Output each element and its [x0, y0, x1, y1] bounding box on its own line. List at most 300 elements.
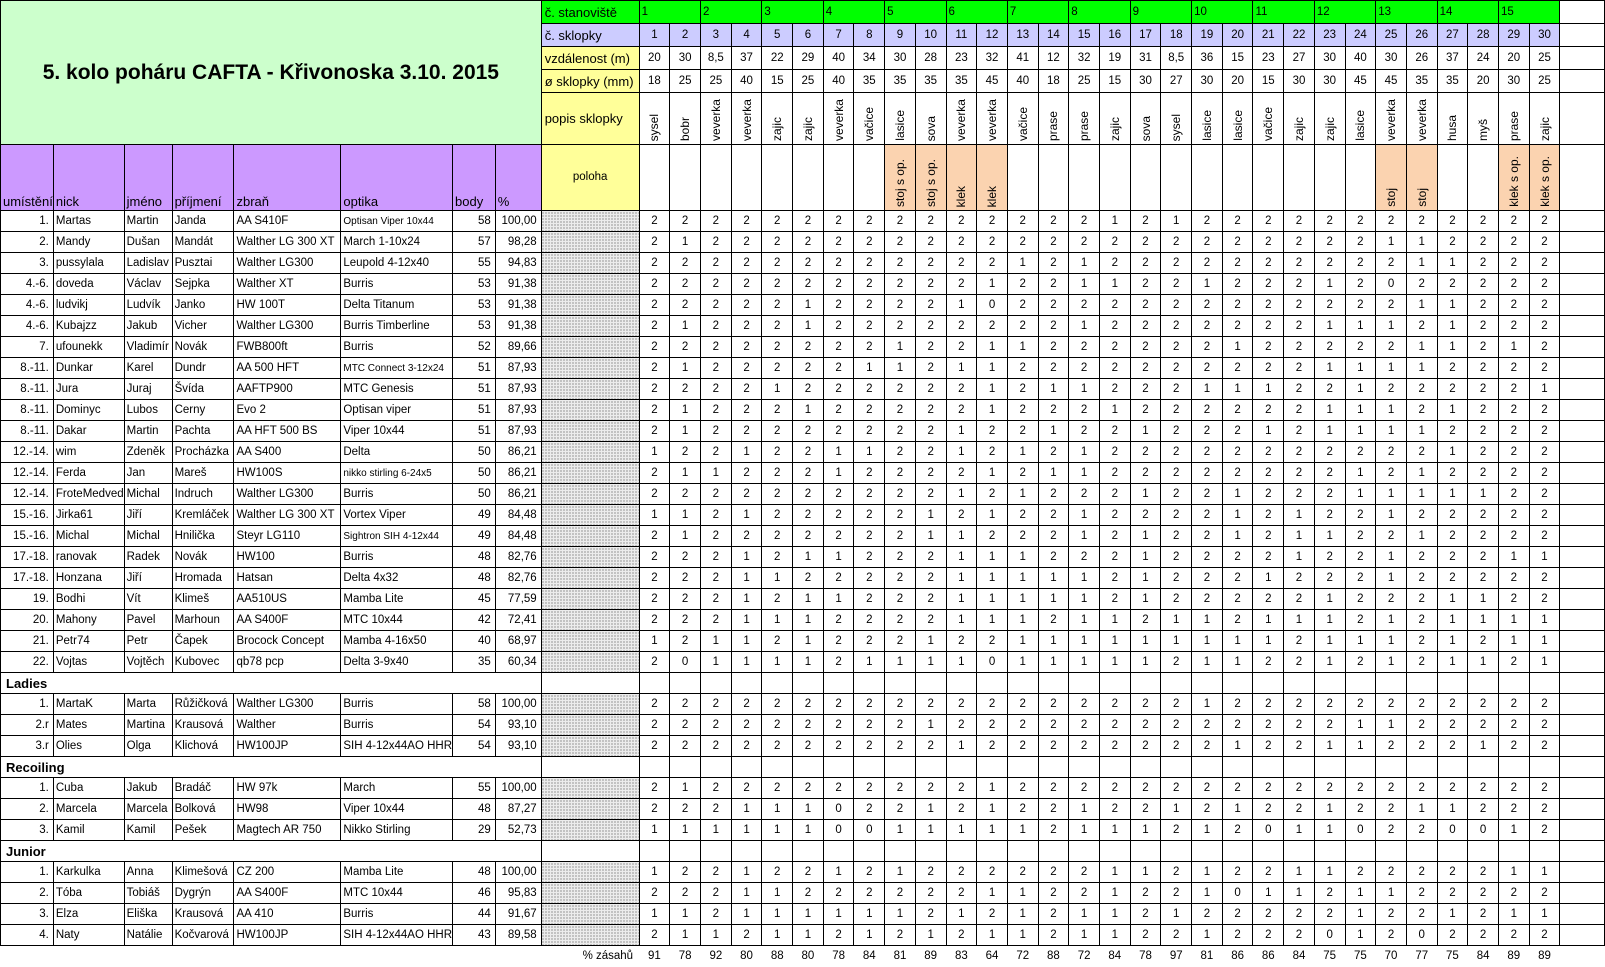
shot-cell[interactable]: 1 — [639, 442, 670, 463]
shot-cell[interactable]: 2 — [1222, 715, 1253, 736]
shot-cell[interactable]: 1 — [1498, 631, 1529, 652]
distance-cell[interactable]: 28 — [915, 47, 946, 70]
poloha-cell[interactable] — [541, 799, 639, 820]
shot-cell[interactable]: 1 — [1007, 442, 1038, 463]
shot-cell[interactable]: 2 — [1192, 463, 1223, 484]
shot-cell[interactable]: 2 — [1222, 274, 1253, 295]
shot-cell[interactable]: 2 — [1376, 463, 1407, 484]
points-cell[interactable]: 42 — [453, 610, 496, 631]
shot-cell[interactable]: 2 — [731, 274, 762, 295]
shot-cell[interactable]: 1 — [1406, 358, 1437, 379]
shot-cell[interactable]: 2 — [854, 421, 885, 442]
shot-cell[interactable]: 2 — [731, 715, 762, 736]
shot-cell[interactable]: 1 — [1437, 589, 1468, 610]
shot-cell[interactable]: 2 — [823, 610, 854, 631]
shot-cell[interactable]: 1 — [1345, 400, 1376, 421]
footer-value[interactable]: 78 — [832, 949, 846, 962]
diameter-cell[interactable]: 35 — [946, 70, 977, 93]
blank[interactable] — [1529, 841, 1560, 862]
shot-cell[interactable]: 1 — [639, 631, 670, 652]
shot-cell[interactable]: 2 — [793, 484, 824, 505]
shot-cell[interactable]: 2 — [946, 253, 977, 274]
blank[interactable] — [1099, 757, 1130, 778]
footer-value[interactable]: 64 — [985, 949, 999, 962]
shot-cell[interactable]: 2 — [1345, 778, 1376, 799]
shot-cell[interactable]: 2 — [915, 778, 946, 799]
shot-cell[interactable]: 2 — [1406, 820, 1437, 841]
shot-cell[interactable]: 2 — [854, 568, 885, 589]
shot-cell[interactable]: 2 — [700, 316, 731, 337]
points-cell[interactable]: 58 — [453, 694, 496, 715]
shot-cell[interactable]: 2 — [823, 526, 854, 547]
blank[interactable] — [234, 946, 341, 967]
surname-cell[interactable]: Sejpka — [172, 274, 234, 295]
shot-cell[interactable]: 2 — [1130, 505, 1161, 526]
shot-cell[interactable]: 2 — [1253, 316, 1284, 337]
diameter-cell[interactable]: 30 — [1498, 70, 1529, 93]
shot-cell[interactable]: 2 — [1314, 211, 1345, 232]
station-10[interactable]: 10 — [1192, 1, 1253, 24]
station-13[interactable]: 13 — [1376, 1, 1437, 24]
shot-cell[interactable]: 2 — [1007, 694, 1038, 715]
target-9[interactable]: 9 — [885, 24, 916, 47]
shot-cell[interactable]: 2 — [854, 337, 885, 358]
shot-cell[interactable]: 2 — [700, 526, 731, 547]
shot-cell[interactable]: 2 — [731, 232, 762, 253]
shot-cell[interactable]: 2 — [1406, 694, 1437, 715]
shot-cell[interactable]: 2 — [915, 883, 946, 904]
shot-cell[interactable]: 2 — [885, 274, 916, 295]
shot-cell[interactable]: 2 — [1007, 736, 1038, 757]
blank[interactable] — [1498, 673, 1529, 694]
shot-cell[interactable]: 1 — [1038, 631, 1069, 652]
shot-cell[interactable]: 2 — [823, 295, 854, 316]
shot-cell[interactable]: 2 — [1345, 694, 1376, 715]
shot-cell[interactable]: 1 — [1345, 904, 1376, 925]
shot-cell[interactable]: 2 — [762, 253, 793, 274]
blank[interactable] — [541, 757, 639, 778]
shot-cell[interactable]: 2 — [1099, 337, 1130, 358]
shot-cell[interactable]: 2 — [1314, 904, 1345, 925]
shot-cell[interactable]: 1 — [1099, 820, 1130, 841]
optic-cell[interactable]: March 1-10x24 — [341, 232, 453, 253]
shot-cell[interactable]: 2 — [1468, 568, 1499, 589]
surname-cell[interactable]: Vicher — [172, 316, 234, 337]
shot-cell[interactable]: 1 — [762, 568, 793, 589]
blank[interactable] — [1222, 673, 1253, 694]
shot-cell[interactable]: 2 — [1468, 778, 1499, 799]
shot-cell[interactable]: 2 — [1284, 295, 1315, 316]
shot-cell[interactable]: 2 — [731, 358, 762, 379]
shot-cell[interactable]: 2 — [1007, 862, 1038, 883]
shot-cell[interactable]: 2 — [1284, 568, 1315, 589]
blank[interactable] — [1560, 484, 1605, 505]
shot-cell[interactable]: 2 — [639, 295, 670, 316]
shot-cell[interactable]: 2 — [885, 925, 916, 946]
shot-cell[interactable]: 1 — [1345, 484, 1376, 505]
position-cell[interactable] — [1161, 145, 1192, 211]
diameter-cell[interactable]: 35 — [885, 70, 916, 93]
shot-cell[interactable]: 1 — [1314, 589, 1345, 610]
shot-cell[interactable]: 2 — [1130, 694, 1161, 715]
blank[interactable] — [1560, 589, 1605, 610]
shot-cell[interactable]: 2 — [639, 379, 670, 400]
shot-cell[interactable]: 2 — [885, 526, 916, 547]
distance-cell[interactable]: 15 — [1222, 47, 1253, 70]
shot-cell[interactable]: 2 — [1437, 421, 1468, 442]
description-cell[interactable] — [731, 93, 762, 145]
optic-cell[interactable]: MTC 10x44 — [341, 610, 453, 631]
shot-cell[interactable]: 2 — [885, 253, 916, 274]
blank[interactable] — [1376, 673, 1407, 694]
shot-cell[interactable]: 2 — [1161, 232, 1192, 253]
shot-cell[interactable]: 2 — [1007, 463, 1038, 484]
shot-cell[interactable]: 2 — [793, 337, 824, 358]
column-header-prijmeni[interactable]: příjmení — [172, 145, 234, 211]
shot-cell[interactable]: 2 — [1314, 442, 1345, 463]
blank[interactable] — [1314, 673, 1345, 694]
shot-cell[interactable]: 2 — [1437, 547, 1468, 568]
shot-cell[interactable]: 1 — [885, 820, 916, 841]
station-6[interactable]: 6 — [946, 1, 1007, 24]
footer-value[interactable]: 97 — [1169, 949, 1183, 962]
shot-cell[interactable]: 2 — [885, 400, 916, 421]
poloha-cell[interactable] — [541, 421, 639, 442]
station-2[interactable]: 2 — [700, 1, 761, 24]
surname-cell[interactable]: Klichová — [172, 736, 234, 757]
shot-cell[interactable]: 2 — [946, 862, 977, 883]
description-cell[interactable] — [1437, 93, 1468, 145]
shot-cell[interactable]: 1 — [915, 526, 946, 547]
shot-cell[interactable]: 1 — [885, 358, 916, 379]
shot-cell[interactable]: 2 — [1253, 232, 1284, 253]
shot-cell[interactable]: 1 — [977, 820, 1008, 841]
shot-cell[interactable]: 2 — [1222, 820, 1253, 841]
distance-cell[interactable]: 30 — [1314, 47, 1345, 70]
shot-cell[interactable]: 2 — [762, 505, 793, 526]
shot-cell[interactable]: 2 — [1099, 358, 1130, 379]
shot-cell[interactable]: 1 — [1222, 484, 1253, 505]
shot-cell[interactable]: 1 — [915, 505, 946, 526]
blank[interactable] — [946, 841, 977, 862]
description-cell[interactable] — [915, 93, 946, 145]
shot-cell[interactable]: 1 — [1222, 337, 1253, 358]
shot-cell[interactable]: 2 — [1437, 736, 1468, 757]
blank[interactable] — [1406, 757, 1437, 778]
blank[interactable] — [1560, 526, 1605, 547]
shot-cell[interactable]: 2 — [639, 736, 670, 757]
target-22[interactable]: 22 — [1284, 24, 1315, 47]
shot-cell[interactable]: 2 — [1069, 337, 1100, 358]
shot-cell[interactable]: 2 — [793, 463, 824, 484]
shot-cell[interactable]: 1 — [1376, 547, 1407, 568]
blank[interactable] — [1560, 925, 1605, 946]
shot-cell[interactable]: 1 — [1345, 883, 1376, 904]
shot-cell[interactable]: 1 — [823, 442, 854, 463]
shot-cell[interactable]: 2 — [793, 505, 824, 526]
shot-cell[interactable]: 2 — [670, 211, 701, 232]
shot-cell[interactable]: 2 — [1007, 274, 1038, 295]
shot-cell[interactable]: 1 — [1069, 463, 1100, 484]
shot-cell[interactable]: 2 — [823, 400, 854, 421]
shot-cell[interactable]: 2 — [793, 883, 824, 904]
shot-cell[interactable]: 2 — [1069, 715, 1100, 736]
distance-cell[interactable]: 8,5 — [700, 47, 731, 70]
points-cell[interactable]: 57 — [453, 232, 496, 253]
shot-cell[interactable]: 2 — [1069, 232, 1100, 253]
section-label[interactable]: Recoiling — [1, 757, 542, 778]
shot-cell[interactable]: 2 — [1437, 568, 1468, 589]
shot-cell[interactable]: 1 — [946, 904, 977, 925]
target-6[interactable]: 6 — [793, 24, 824, 47]
name-cell[interactable]: Pavel — [124, 610, 172, 631]
target-1[interactable]: 1 — [639, 24, 670, 47]
station-12[interactable]: 12 — [1314, 1, 1375, 24]
shot-cell[interactable]: 0 — [1376, 274, 1407, 295]
shot-cell[interactable]: 1 — [1130, 862, 1161, 883]
shot-cell[interactable]: 2 — [1038, 400, 1069, 421]
shot-cell[interactable]: 2 — [639, 484, 670, 505]
shot-cell[interactable]: 2 — [1222, 295, 1253, 316]
points-cell[interactable]: 54 — [453, 736, 496, 757]
shot-cell[interactable]: 1 — [1314, 526, 1345, 547]
optic-cell[interactable]: March — [341, 778, 453, 799]
shot-cell[interactable]: 0 — [977, 652, 1008, 673]
points-cell[interactable]: 51 — [453, 421, 496, 442]
shot-cell[interactable]: 2 — [1130, 715, 1161, 736]
station-15[interactable]: 15 — [1498, 1, 1559, 24]
shot-cell[interactable]: 2 — [1222, 547, 1253, 568]
shot-cell[interactable]: 2 — [1099, 715, 1130, 736]
poloha-cell[interactable] — [541, 505, 639, 526]
footer-value[interactable]: 84 — [1476, 949, 1490, 962]
shot-cell[interactable]: 1 — [1376, 883, 1407, 904]
poloha-cell[interactable] — [541, 925, 639, 946]
name-cell[interactable]: Tobiáš — [124, 883, 172, 904]
description-cell[interactable] — [854, 93, 885, 145]
poloha-cell[interactable] — [541, 862, 639, 883]
shot-cell[interactable]: 2 — [823, 274, 854, 295]
label-stanoviste[interactable]: č. stanoviště — [541, 1, 639, 24]
optic-cell[interactable]: Mamba Lite — [341, 862, 453, 883]
blank[interactable] — [1007, 673, 1038, 694]
shot-cell[interactable]: 1 — [700, 631, 731, 652]
surname-cell[interactable]: Janda — [172, 211, 234, 232]
percent-cell[interactable]: 72,41 — [495, 610, 541, 631]
shot-cell[interactable]: 2 — [762, 316, 793, 337]
blank[interactable] — [1253, 673, 1284, 694]
shot-cell[interactable]: 2 — [762, 694, 793, 715]
nick-cell[interactable]: wim — [53, 442, 124, 463]
shot-cell[interactable]: 1 — [1314, 736, 1345, 757]
blank[interactable] — [1253, 757, 1284, 778]
shot-cell[interactable]: 2 — [762, 337, 793, 358]
shot-cell[interactable]: 2 — [1437, 526, 1468, 547]
shot-cell[interactable]: 1 — [1192, 631, 1223, 652]
shot-cell[interactable]: 2 — [1345, 211, 1376, 232]
shot-cell[interactable]: 2 — [1253, 253, 1284, 274]
shot-cell[interactable]: 2 — [700, 232, 731, 253]
nick-cell[interactable]: Tóba — [53, 883, 124, 904]
shot-cell[interactable]: 2 — [700, 337, 731, 358]
shot-cell[interactable]: 2 — [1284, 211, 1315, 232]
shot-cell[interactable]: 2 — [1161, 736, 1192, 757]
shot-cell[interactable]: 1 — [639, 904, 670, 925]
shot-cell[interactable]: 2 — [1161, 505, 1192, 526]
position-cell[interactable] — [1222, 145, 1253, 211]
shot-cell[interactable]: 2 — [915, 400, 946, 421]
shot-cell[interactable]: 1 — [793, 631, 824, 652]
shot-cell[interactable]: 1 — [854, 652, 885, 673]
blank[interactable] — [1560, 1, 1605, 24]
shot-cell[interactable]: 2 — [1099, 253, 1130, 274]
shot-cell[interactable]: 2 — [1253, 211, 1284, 232]
shot-cell[interactable]: 2 — [946, 232, 977, 253]
shot-cell[interactable]: 2 — [1099, 505, 1130, 526]
shot-cell[interactable]: 1 — [1314, 358, 1345, 379]
distance-cell[interactable]: 34 — [854, 47, 885, 70]
shot-cell[interactable]: 1 — [1345, 631, 1376, 652]
shot-cell[interactable]: 1 — [946, 547, 977, 568]
name-cell[interactable]: Juraj — [124, 379, 172, 400]
shot-cell[interactable]: 2 — [854, 463, 885, 484]
shot-cell[interactable]: 1 — [977, 778, 1008, 799]
footer-value[interactable]: 72 — [1077, 949, 1091, 962]
blank[interactable] — [1560, 610, 1605, 631]
shot-cell[interactable]: 2 — [854, 736, 885, 757]
blank[interactable] — [700, 673, 731, 694]
shot-cell[interactable]: 2 — [854, 694, 885, 715]
blank[interactable] — [1560, 946, 1605, 967]
shot-cell[interactable]: 2 — [1007, 421, 1038, 442]
shot-cell[interactable]: 2 — [1498, 883, 1529, 904]
position-cell[interactable] — [1498, 145, 1529, 211]
shot-cell[interactable]: 2 — [885, 232, 916, 253]
shot-cell[interactable]: 2 — [1007, 505, 1038, 526]
shot-cell[interactable]: 2 — [1222, 925, 1253, 946]
shot-cell[interactable]: 1 — [1314, 421, 1345, 442]
shot-cell[interactable]: 2 — [1038, 274, 1069, 295]
shot-cell[interactable]: 1 — [731, 505, 762, 526]
position-cell[interactable] — [1038, 145, 1069, 211]
shot-cell[interactable]: 1 — [885, 904, 916, 925]
name-cell[interactable]: Martin — [124, 211, 172, 232]
position-cell[interactable] — [639, 145, 670, 211]
shot-cell[interactable]: 1 — [1192, 379, 1223, 400]
distance-cell[interactable]: 20 — [1498, 47, 1529, 70]
gun-cell[interactable]: AA 410 — [234, 904, 341, 925]
percent-cell[interactable]: 84,48 — [495, 526, 541, 547]
shot-cell[interactable]: 2 — [700, 610, 731, 631]
place-cell[interactable]: 4. — [1, 925, 54, 946]
shot-cell[interactable]: 2 — [1437, 883, 1468, 904]
shot-cell[interactable]: 2 — [1529, 820, 1560, 841]
shot-cell[interactable]: 2 — [1038, 295, 1069, 316]
shot-cell[interactable]: 1 — [1468, 484, 1499, 505]
shot-cell[interactable]: 1 — [1498, 337, 1529, 358]
blank[interactable] — [1038, 841, 1069, 862]
shot-cell[interactable]: 2 — [1406, 442, 1437, 463]
shot-cell[interactable]: 2 — [977, 232, 1008, 253]
blank[interactable] — [1560, 337, 1605, 358]
position-cell[interactable] — [1345, 145, 1376, 211]
poloha-cell[interactable] — [541, 778, 639, 799]
shot-cell[interactable]: 2 — [1376, 526, 1407, 547]
shot-cell[interactable]: 2 — [1437, 694, 1468, 715]
position-cell[interactable] — [1253, 145, 1284, 211]
shot-cell[interactable]: 2 — [1222, 421, 1253, 442]
footer-value[interactable]: 92 — [709, 949, 723, 962]
shot-cell[interactable]: 2 — [977, 484, 1008, 505]
shot-cell[interactable]: 1 — [1314, 820, 1345, 841]
shot-cell[interactable]: 1 — [1437, 652, 1468, 673]
blank[interactable] — [1560, 778, 1605, 799]
blank[interactable] — [1069, 673, 1100, 694]
shot-cell[interactable]: 2 — [1406, 652, 1437, 673]
shot-cell[interactable]: 1 — [1161, 904, 1192, 925]
shot-cell[interactable]: 2 — [915, 274, 946, 295]
footer-value[interactable]: 78 — [678, 949, 692, 962]
shot-cell[interactable]: 2 — [1192, 400, 1223, 421]
shot-cell[interactable]: 1 — [1437, 400, 1468, 421]
footer-value[interactable]: 91 — [648, 949, 661, 962]
points-cell[interactable]: 50 — [453, 463, 496, 484]
shot-cell[interactable]: 2 — [1253, 295, 1284, 316]
shot-cell[interactable]: 1 — [670, 778, 701, 799]
name-cell[interactable]: Karel — [124, 358, 172, 379]
shot-cell[interactable]: 2 — [1284, 232, 1315, 253]
label-popis[interactable]: popis sklopky — [541, 93, 639, 145]
description-cell[interactable] — [1406, 93, 1437, 145]
shot-cell[interactable]: 2 — [1406, 379, 1437, 400]
shot-cell[interactable]: 2 — [1192, 715, 1223, 736]
optic-cell[interactable]: Burris Timberline — [341, 316, 453, 337]
shot-cell[interactable]: 1 — [639, 505, 670, 526]
shot-cell[interactable]: 2 — [1529, 463, 1560, 484]
shot-cell[interactable]: 2 — [731, 379, 762, 400]
poloha-cell[interactable] — [541, 631, 639, 652]
shot-cell[interactable]: 2 — [1529, 589, 1560, 610]
blank[interactable] — [885, 841, 916, 862]
distance-cell[interactable]: 40 — [1345, 47, 1376, 70]
column-header-umisteni[interactable]: umístění — [1, 145, 54, 211]
blank[interactable] — [541, 673, 639, 694]
shot-cell[interactable]: 2 — [1192, 505, 1223, 526]
blank[interactable] — [1560, 799, 1605, 820]
shot-cell[interactable]: 2 — [762, 400, 793, 421]
shot-cell[interactable]: 2 — [1253, 484, 1284, 505]
name-cell[interactable]: Jan — [124, 463, 172, 484]
shot-cell[interactable]: 2 — [1529, 211, 1560, 232]
shot-cell[interactable]: 2 — [762, 547, 793, 568]
distance-cell[interactable]: 30 — [1376, 47, 1407, 70]
shot-cell[interactable]: 1 — [1529, 631, 1560, 652]
shot-cell[interactable]: 2 — [1069, 358, 1100, 379]
footer-label[interactable]: % zásahů — [582, 949, 634, 962]
shot-cell[interactable]: 1 — [1161, 799, 1192, 820]
shot-cell[interactable]: 2 — [762, 274, 793, 295]
shot-cell[interactable]: 2 — [1038, 358, 1069, 379]
shot-cell[interactable]: 2 — [1345, 274, 1376, 295]
nick-cell[interactable]: Dakar — [53, 421, 124, 442]
shot-cell[interactable]: 1 — [762, 925, 793, 946]
percent-cell[interactable]: 91,38 — [495, 316, 541, 337]
shot-cell[interactable]: 1 — [1038, 568, 1069, 589]
blank[interactable] — [1345, 757, 1376, 778]
shot-cell[interactable]: 1 — [1069, 274, 1100, 295]
shot-cell[interactable]: 1 — [731, 442, 762, 463]
target-12[interactable]: 12 — [977, 24, 1008, 47]
